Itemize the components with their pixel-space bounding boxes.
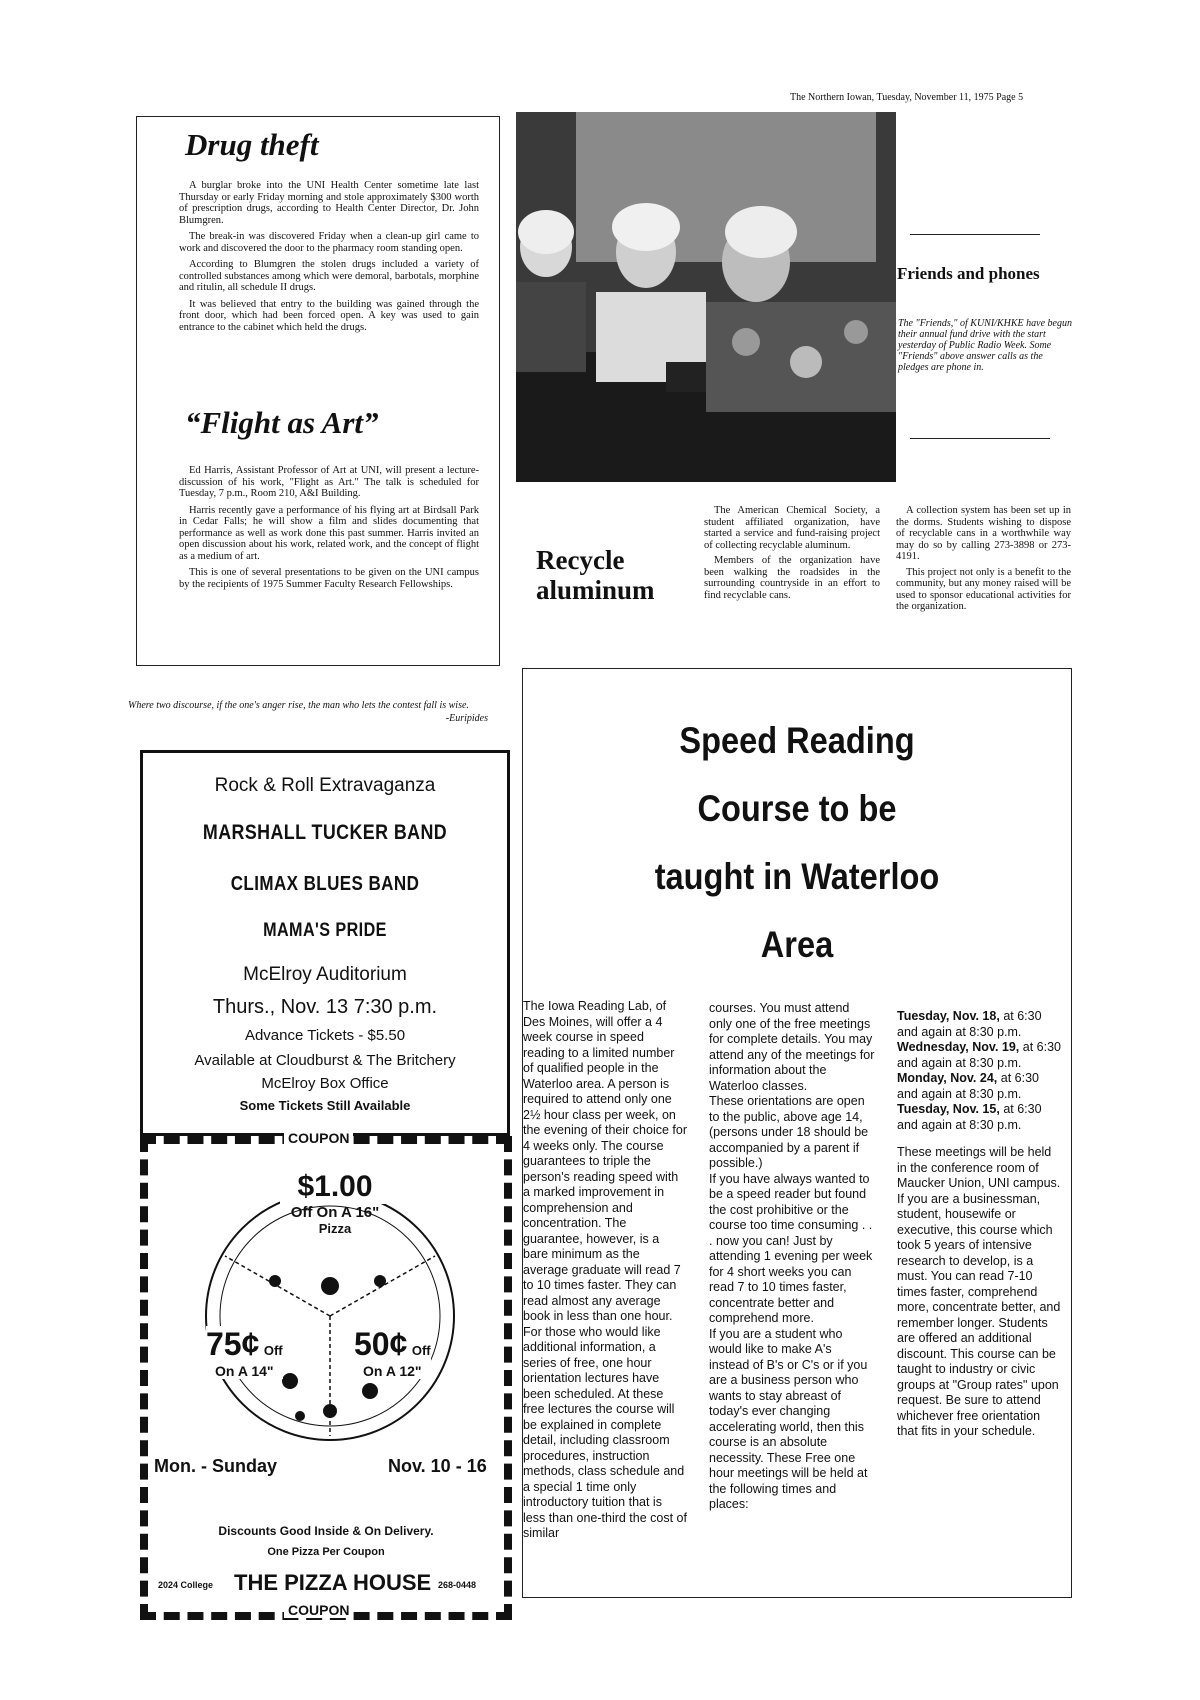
coupon-discount: Discounts Good Inside & On Delivery. <box>218 1524 434 1538</box>
offer-main-sub: Pizza <box>318 1221 352 1236</box>
photo-friends-phones <box>516 112 896 482</box>
schedule-time: at 6:30 and again at 8:30 p.m. <box>897 1040 1061 1070</box>
pizza-coupon <box>140 1130 512 1620</box>
friends-heading: Friends and phones <box>897 264 1040 283</box>
concert-title: Rock & Roll Extravaganza <box>214 775 436 796</box>
offer-left-off: Off <box>263 1343 283 1358</box>
schedule-day: Wednesday, Nov. 19, <box>897 1040 1020 1054</box>
concert-date: Thurs., Nov. 13 7:30 p.m. <box>212 996 438 1018</box>
speed-col3-text: These meetings will be held in the conference room of Maucker Union, UNI campus. If you are a businessman, student, housewife or executive, this course which took 5 years of intensive research to develop, is a must. You can read 7-10 times faster, comprehend more, concentrate better, and remember longer. Students are offered an additional discount. This course can be taught to industry or civic groups at "Group rates" upon request. Be sure to attend whichever free orientation that fits in your schedule. <box>897 1145 1061 1438</box>
quote <box>128 700 488 724</box>
paragraph: It was believed that entry to the building was gained through the front door, which had been forced open. A key was used to gain entrance to the cabinet which held the drugs. <box>179 298 479 333</box>
quote-text: Where two discourse, if the one's anger rise, the man who lets the contest fall is wise. <box>128 700 469 711</box>
coupon-label-bottom: COUPON <box>284 1602 353 1618</box>
offer-left-sub: On A 14" <box>215 1363 274 1379</box>
headline-line: Course to be <box>697 788 897 829</box>
band-1: MARSHALL TUCKER BAND <box>202 821 448 844</box>
concert-tickets: Advance Tickets - $5.50 <box>244 1027 406 1044</box>
paragraph: Members of the organization have been walking the roadsides in the surrounding countryside in an effort to find recyclable cans. <box>704 555 880 601</box>
coupon-days: Mon. - Sunday <box>154 1456 277 1476</box>
paragraph: A burglar broke into the UNI Health Center sometime late last Thursday or early Friday morning and stole approximately $300 worth of prescription drugs, according to Health Center Director, Dr. John Blumgren. <box>179 180 479 226</box>
paragraph: A collection system has been set up in the dorms. Students wishing to dispose of recyclable cans in a worthwhile way may do so by calling 273-3898 or 273-4191. <box>896 505 1071 562</box>
paragraph: This project not only is a benefit to the community, but any money raised will be used to sponsor educational activities for the organization. <box>896 566 1071 612</box>
offer-main-amount: $1.00 <box>280 1170 390 1204</box>
schedule-time: at 6:30 and again at 8:30 p.m. <box>897 1071 1039 1101</box>
coupon-limit: One Pizza Per Coupon <box>267 1546 385 1558</box>
offer-right <box>354 1326 431 1379</box>
schedule-item <box>897 1102 1063 1133</box>
schedule-day: Tuesday, Nov. 15, <box>897 1102 1000 1116</box>
paragraph: This is one of several presentations to be given on the UNI campus by the recipients of 1975 Summer Faculty Research Fellowships. <box>179 567 479 590</box>
paragraph: The American Chemical Society, a student affiliated organization, have started a service and fund-raising project of collecting recyclable aluminum. <box>704 505 880 551</box>
store-phone: 268-0448 <box>438 1580 477 1590</box>
headline-line: Speed Reading <box>679 720 915 761</box>
speed-col2: courses. You must attend only one of the free meetings for complete details. You may attend any of the meetings for information about the Waterloo classes. These orientations are open to the public, above age 14, (persons under 18 should be accompanied by a parent if possible.) If you have always wanted to be a speed reader but found the cost prohibitive or the course too time consuming . . . now you can! Just by attending 1 evening per week for 4 short weeks you can read 7 to 10 times faster, concentrate better and comprehend more. If you are a student who would like to make A's instead of B's or C's or if you are a business person who wants to stay abreast of today's ever changing accelerating world, then this course is an absolute necessity. These Free one hour meetings will be held at the following times and places: <box>709 1001 875 1511</box>
drug-theft-title: Drug theft <box>185 127 319 162</box>
concert-available: Available at Cloudburst & The Britchery <box>194 1052 456 1069</box>
schedule-time: at 6:30 and again at 8:30 p.m. <box>897 1102 1042 1132</box>
quote-author: -Euripides <box>445 713 488 724</box>
flight-art-title: “Flight as Art” <box>185 405 379 440</box>
recycle-col1 <box>704 505 880 605</box>
paragraph: The break-in was discovered Friday when a clean-up girl came to work and discovered the door to the pharmacy room standing open. <box>179 231 479 254</box>
band-2: CLIMAX BLUES BAND <box>230 873 420 895</box>
schedule-day: Tuesday, Nov. 18, <box>897 1009 1000 1023</box>
offer-right-sub: On A 12" <box>363 1363 422 1379</box>
store-address: 2024 College <box>158 1580 214 1590</box>
concert-note: Some Tickets Still Available <box>239 1098 411 1113</box>
schedule-item <box>897 1040 1063 1071</box>
offer-main <box>280 1170 390 1236</box>
friends-caption: The "Friends," of KUNI/KHKE have begun their annual fund drive with the start yesterday of Public Radio Week. Some "Friends" above answer calls as the pledges are phone in. <box>898 318 1072 373</box>
recycle-title-line: Recycle <box>536 545 625 575</box>
recycle-col2 <box>896 505 1071 617</box>
caption-rule-top <box>910 234 1040 235</box>
news-box-left <box>136 116 500 666</box>
paragraph: According to Blumgren the stolen drugs included a variety of controlled substances among which were demoral, barbotals, morphine and ritulin, all schedule II drugs. <box>179 259 479 293</box>
concert-venue: McElroy Auditorium <box>243 964 407 985</box>
paragraph: Ed Harris, Assistant Professor of Art at UNI, will present a lecture-discussion of his work, "Flight as Art." The talk is scheduled for Tuesday, 7 p.m., Room 210, A&I Building. <box>179 465 479 499</box>
offer-right-off: Off <box>411 1343 431 1358</box>
schedule-time: at 6:30 and again at 8:30 p.m. <box>897 1009 1042 1039</box>
speed-reading-ad <box>522 668 1072 1598</box>
coupon-label-top: COUPON <box>284 1130 353 1146</box>
store-name: THE PIZZA HOUSE <box>234 1570 432 1595</box>
offer-left-amount: 75¢ <box>206 1326 260 1362</box>
coupon-dates: Nov. 10 - 16 <box>388 1456 487 1476</box>
masthead: The Northern Iowan, Tuesday, November 11, 1975 Page 5 <box>790 92 1024 103</box>
schedule-item <box>897 1071 1063 1102</box>
speed-col1: The Iowa Reading Lab, of Des Moines, will offer a 4 week course in speed reading to a limited number of qualified people in the Waterloo area. A person is required to attend only one 2½ hour class per week, on the evening of their choice for 4 weeks only. The course guarantees to triple the person's reading speed with a marked improvement in comprehension and concentration. The guarantee, however, is a bare minimum as the average graduate will read 7 to 10 times faster. They can read almost any average book in less than one hour. For those who would like additional information, a series of free, one hour orientation lectures have been scheduled. At these free lectures the course will be explained in complete detail, including classroom procedures, instruction methods, class schedule and a special 1 time only introductory tuition that is less than one-third the cost of similar <box>523 999 687 1540</box>
drug-theft-body <box>179 180 479 338</box>
box-office: McElroy Box Office <box>261 1075 389 1092</box>
offer-left <box>206 1326 283 1379</box>
concert-ad <box>140 750 510 1136</box>
schedule-item <box>897 1009 1063 1040</box>
photo-illustration <box>516 112 896 482</box>
speed-col3 <box>897 1009 1063 1440</box>
recycle-title-line: aluminum <box>536 575 655 605</box>
recycle-title <box>536 545 655 605</box>
schedule-day: Monday, Nov. 24, <box>897 1071 998 1085</box>
band-3: MAMA'S PRIDE <box>263 920 387 941</box>
paragraph: Harris recently gave a performance of his flying art at Birdsall Park in Cedar Falls; he will show a film and slides documenting that performance as well as work done this past summer. Harris invited an open discussion about his work, related work, and the concept of flight as a medium of art. <box>179 504 479 562</box>
offer-main-sub: Off On A 16" <box>290 1204 380 1221</box>
headline-line: Area <box>760 924 834 965</box>
flight-art-body <box>179 465 479 595</box>
offer-right-amount: 50¢ <box>354 1326 408 1362</box>
caption-rule-bottom <box>910 438 1050 439</box>
speed-headline <box>523 707 1071 979</box>
headline-line: taught in Waterloo <box>654 856 940 897</box>
